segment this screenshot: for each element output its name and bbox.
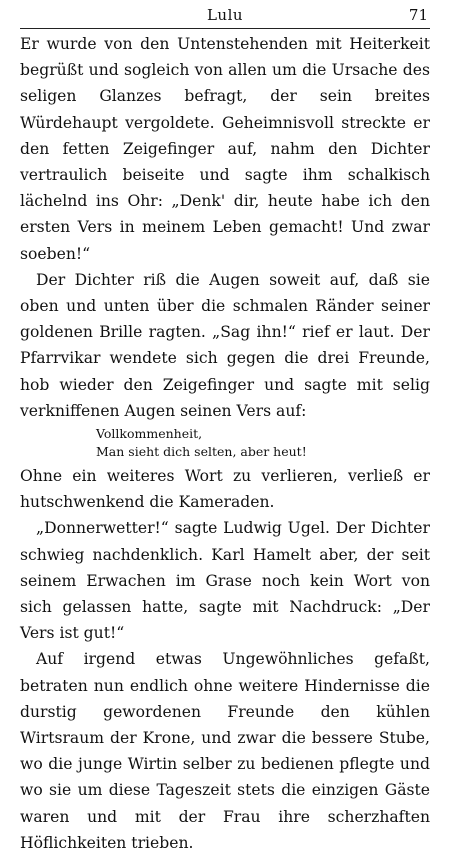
body-text [20,31,430,856]
header-rule [20,28,430,29]
running-head [20,2,430,28]
verse-line-2: Man sieht dich selten, aber heut! [96,444,307,460]
running-title: Lulu [206,6,244,24]
paragraph-2: Der Dichter riß die Augen soweit auf, daß sie oben und unten über die schmalen Ränder seiner goldenen Brille ragten. „Sag ihn!“ rief er laut. Der Pfarrvikar wendete sich gegen die drei Freunde, hob wieder den Zeigefinger und sagte mit selig verkniffenen Augen seinen Vers auf: [20,270,430,420]
page-number: 71 [408,6,428,24]
paragraph-1: Er wurde von den Untenstehenden mit Heiterkeit begrüßt und sogleich von allen um die Ursache des seligen Glanzes befragt, der sein breites Würdehaupt vergoldete. Geheimnisvoll streckte er den fetten Zeigefinger auf, nahm den Dichter vertraulich beiseite und sagte ihm schalkisch lächelnd ins Ohr: „Denk' dir, heute habe ich den ersten Vers in meinem Leben gemacht! Und zwar soeben!“ [20,35,430,263]
verse-line-1: Vollkommenheit, [96,426,203,442]
paragraph-4: „Donnerwetter!“ sagte Ludwig Ugel. Der Dichter schwieg nachdenklich. Karl Hamelt aber, der seit seinem Erwachen im Grase noch kein Wort von sich gelassen hatte, sagte mit Nachdruck: „Der Vers ist gut!“ [20,519,430,643]
verse-block [96,425,430,461]
paragraph-3: Ohne ein weiteres Wort zu verlieren, verließ er hutschwenkend die Kameraden. [20,467,430,512]
paragraph-5: Auf irgend etwas Ungewöhnliches gefaßt, betraten nun endlich ohne weitere Hindernisse die durstig gewordenen Freunde den kühlen Wirtsraum der Krone, und zwar die bessere Stube, wo die junge Wirtin selber zu bedienen pflegte und wo sie um diese Tageszeit stets die einzigen Gäste waren und mit der Frau ihre scherzhaften Höflichkeiten trieben. [20,650,430,852]
